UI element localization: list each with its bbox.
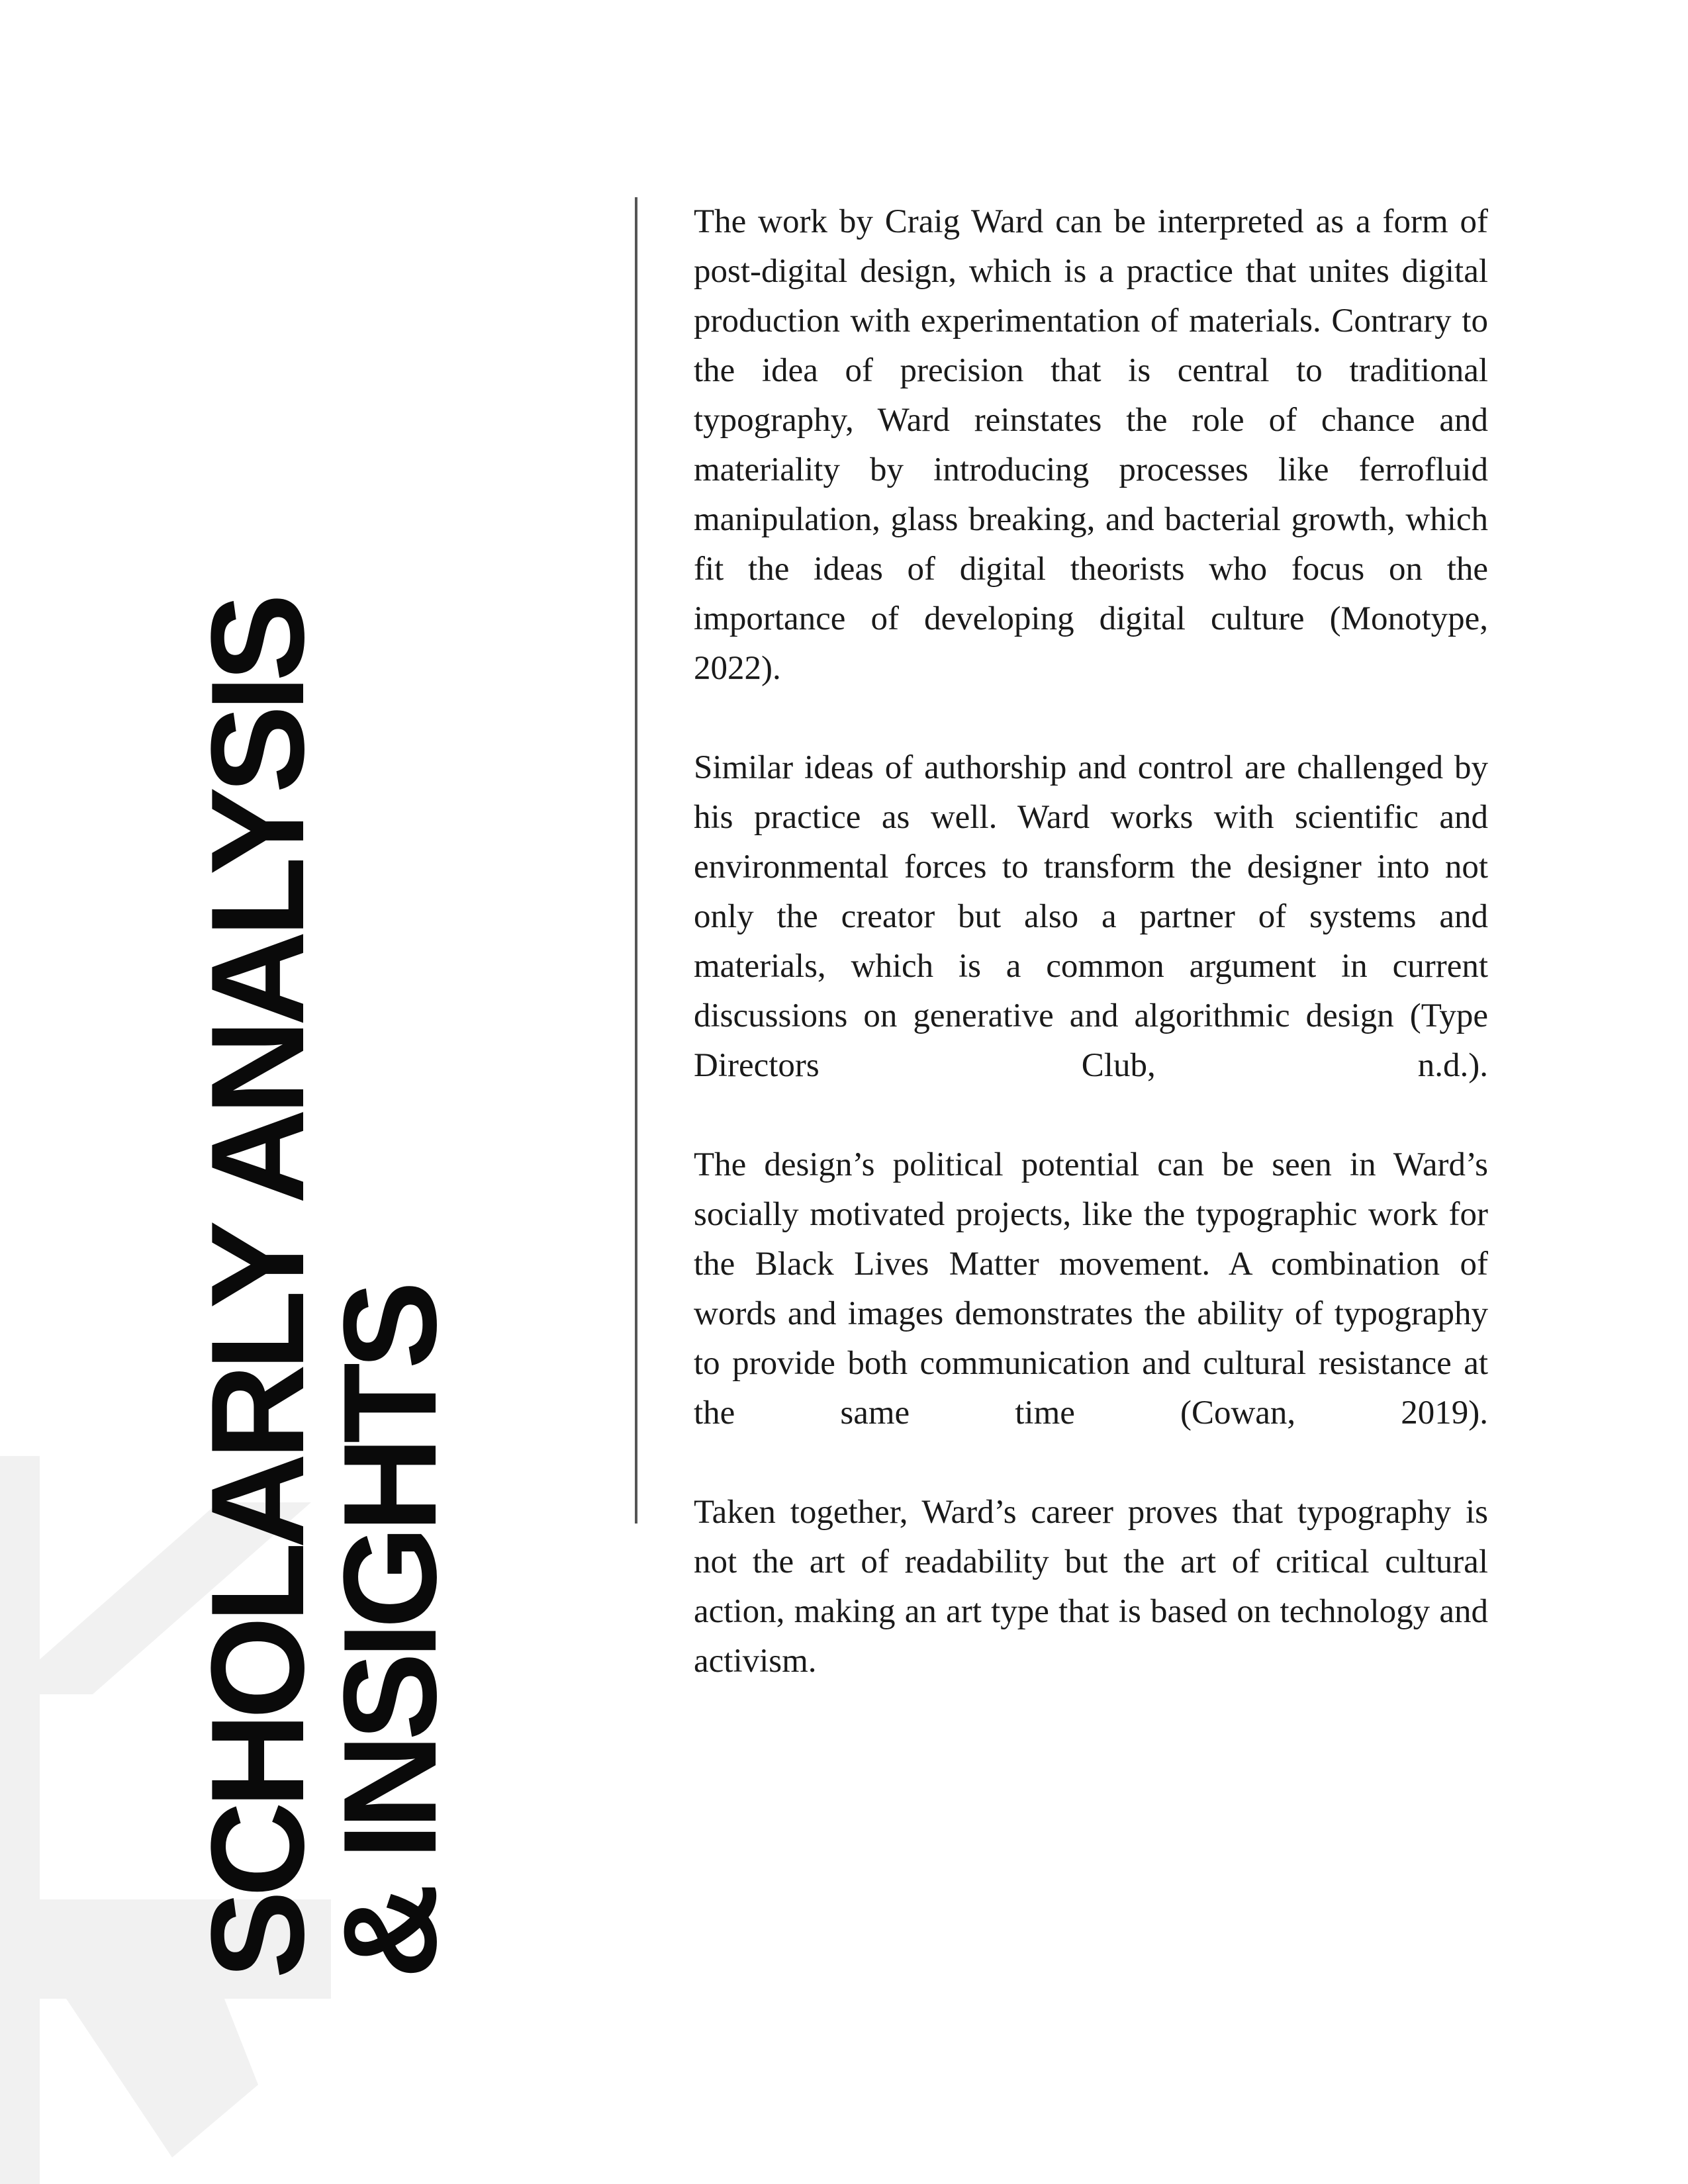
vertical-divider [635, 197, 637, 1524]
paragraph-authorship: Similar ideas of authorship and control are challenged by his practice as well. Ward works with scientific and environmental forces to transform the designer into not only the creator but also a partner of systems and materials, which is a common argument in current discussions on generative and algorithmic design (Type Directors Club, n.d.). [694, 749, 1488, 1084]
page-title [184, 600, 464, 1979]
body-text [694, 197, 1488, 1736]
page-title-line-1: SCHOLARLY ANALYSIS [184, 600, 332, 1979]
paragraph-conclusion: Taken together, Ward’s career proves that typography is not the art of readability but the art of critical cultural action, making an art type that is based on technology and activism. [694, 1494, 1488, 1680]
paragraph-political: The design’s political potential can be seen in Ward’s socially motivated projects, like the typographic work for the Black Lives Matter movement. A combination of words and images demonstrates the ability of typography to provide both communication and cultural resistance at the same time (Cowan, 2019). [694, 1146, 1488, 1432]
page-title-line-2: & INSIGHTS [316, 1287, 464, 1979]
paragraph-post-digital: The work by Craig Ward can be interpreted as a form of post-digital design, which is a practice that unites digital production with experimentation of materials. Contrary to the idea of precision that is central to traditional typography, Ward reinstates the role of chance and materiality by introducing processes like ferrofluid manipulation, glass breaking, and bacterial growth, which fit the ideas of digital theorists who focus on the importance of developing digital culture (Monotype, 2022). [694, 203, 1488, 687]
